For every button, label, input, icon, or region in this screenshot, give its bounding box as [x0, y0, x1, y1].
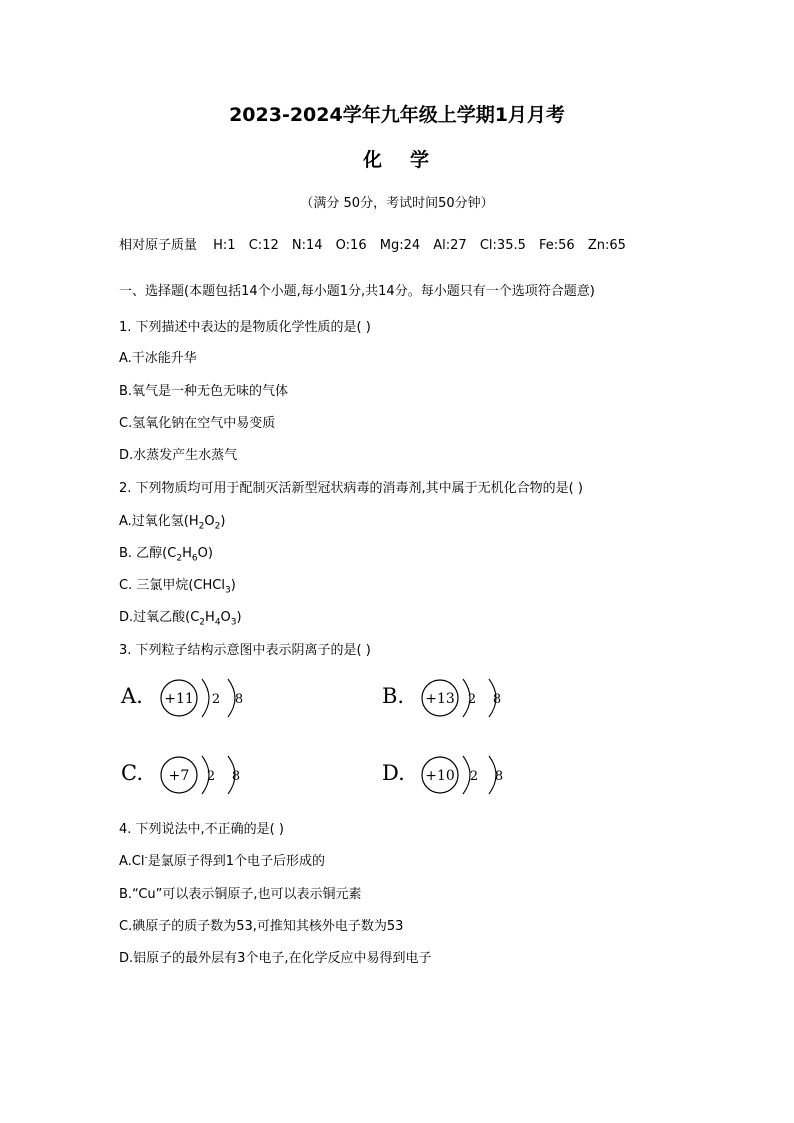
nucleus-charge: +10: [425, 768, 455, 784]
nucleus-charge: +7: [168, 768, 190, 784]
q3-stem: 3. 下列粒子结构示意图中表示阴离子的是( ): [119, 643, 371, 658]
atomic-mass-zn: Zn:65: [587, 238, 626, 253]
atomic-mass-fe: Fe:56: [539, 238, 575, 253]
q4-stem: 4. 下列说法中,不正确的是( ): [119, 822, 284, 837]
subject-char-2: 学: [410, 149, 432, 171]
q2-option-b: B. 乙醇$(C_2H_6O)$: [119, 546, 213, 564]
atomic-mass-cl: Cl:35.5: [479, 238, 526, 253]
atomic-mass-mg: Mg:24: [379, 238, 421, 253]
atomic-mass-c: C:12: [248, 238, 279, 253]
atomic-mass-label: 相对原子质量: [119, 238, 198, 253]
q4-option-c: C.碘原子的质子数为53,可推知其核外电子数为53: [119, 919, 404, 934]
atomic-mass-h: H:1: [213, 238, 236, 253]
shell-2-electrons: 8: [234, 692, 244, 707]
atomic-mass-n: N:14: [291, 238, 323, 253]
atom-option-letter: C.: [121, 761, 143, 785]
subject-title: [0, 145, 794, 172]
section-heading: 一、选择题(本题包括14个小题,每小题1分,共14分。每小题只有一个选项符合题意): [119, 284, 595, 299]
exam-title: 2023-2024学年九年级上学期1月月考: [229, 104, 565, 126]
shell-2-electrons: 8: [492, 692, 502, 707]
atom-diagram-c: [121, 753, 281, 813]
atom-structure-icon: [159, 676, 269, 720]
atom-structure-icon: [420, 753, 530, 797]
nucleus-charge: +13: [425, 691, 455, 707]
q4-option-b: B.“Cu”可以表示铜原子,也可以表示铜元素: [119, 887, 362, 902]
subject-char-1: 化: [362, 149, 384, 171]
q1-option-d: D.水蒸发产生水蒸气: [119, 448, 238, 463]
q4-option-a: A.Cl-是氯原子得到1个电子后形成的: [119, 852, 326, 869]
atom-option-letter: D.: [382, 761, 405, 785]
shell-2-electrons: 8: [231, 769, 241, 784]
q2-stem: 2. 下列物质均可用于配制灭活新型冠状病毒的消毒剂,其中属于无机化合物的是( ): [119, 481, 583, 496]
atom-option-letter: B.: [382, 684, 405, 708]
q1-option-c: C.氢氧化钠在空气中易变质: [119, 416, 276, 431]
atom-option-letter: A.: [121, 684, 143, 708]
exam-info: （满分 50分，考试时间50分钟）: [300, 196, 494, 211]
shell-1-electrons: 2: [467, 692, 477, 707]
atomic-mass-al: Al:27: [433, 238, 467, 253]
shell-1-electrons: 2: [211, 692, 221, 707]
atom-structure-icon: [159, 753, 269, 797]
q4-option-d: D.铝原子的最外层有3个电子,在化学反应中易得到电子: [119, 951, 432, 966]
atom-diagram-b: [382, 676, 542, 736]
q1-option-a: A.干冰能升华: [119, 351, 197, 366]
atomic-mass-line: [119, 234, 635, 253]
atomic-mass-o: O:16: [335, 238, 367, 253]
q1-option-b: B.氧气是一种无色无味的气体: [119, 384, 289, 399]
atom-diagram-a: [121, 676, 281, 736]
atom-diagram-d: [382, 753, 542, 813]
q1-stem: 1. 下列描述中表达的是物质化学性质的是( ): [119, 320, 371, 335]
shell-1-electrons: 2: [469, 769, 479, 784]
shell-2-electrons: 8: [494, 769, 504, 784]
q2-option-d: D.过氧乙酸$(C_2H_4O_3)$: [119, 610, 242, 628]
q2-option-c: C. 三氯甲烷(CHCl$_3$): [119, 578, 236, 596]
nucleus-charge: +11: [164, 691, 194, 707]
shell-1-electrons: 2: [206, 769, 216, 784]
q2-option-a: A.过氧化氢$(H_2O_2)$: [119, 514, 226, 532]
atom-structure-icon: [420, 676, 530, 720]
